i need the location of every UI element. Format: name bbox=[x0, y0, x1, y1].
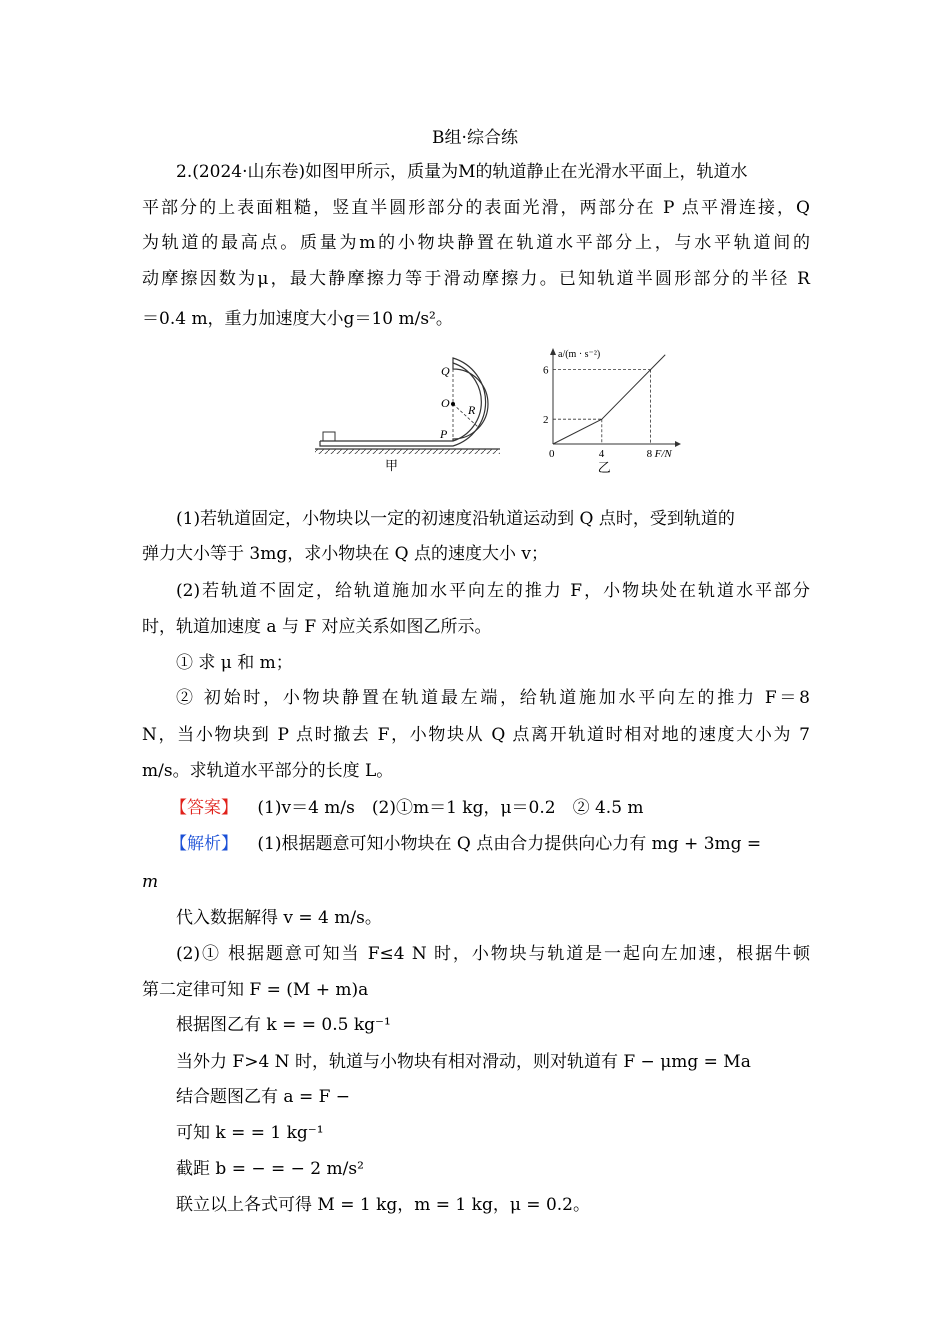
question-2-line-e: N，当小物块到 P 点时撤去 F，小物块从 Q 点离开轨道时相对地的速度大小为 7 bbox=[142, 725, 810, 745]
solution-line-7: 结合题图乙有 a = F − bbox=[176, 1087, 351, 1107]
figure-yi-caption: 乙 bbox=[597, 460, 611, 475]
problem-line-2: 平部分的上表面粗糙，竖直半圆形部分的表面光滑，两部分在 P 点平滑连接，Q bbox=[142, 198, 810, 218]
question-2-line-f: m/s。求轨道水平部分的长度 L。 bbox=[142, 761, 394, 781]
label-P: P bbox=[440, 427, 448, 441]
solution-line-2: 代入数据解得 v = 4 m/s。 bbox=[176, 908, 382, 928]
y-axis-label: a/(m · s⁻²) bbox=[558, 349, 601, 360]
figure-jia bbox=[310, 355, 515, 475]
center-point-O bbox=[451, 402, 455, 406]
question-2-line-c: ① 求 μ 和 m； bbox=[176, 653, 293, 673]
solution-line-1: m bbox=[142, 872, 159, 892]
y-axis-arrow bbox=[550, 348, 556, 355]
answer-text: (1)v＝4 m/s (2)①m＝1 kg，μ＝0.2 ② 4.5 m bbox=[257, 798, 644, 818]
x-axis-label: F/N bbox=[654, 448, 672, 460]
figure-jia-caption: 甲 bbox=[385, 458, 399, 473]
solution-label: 【解析】 bbox=[170, 834, 238, 854]
xtick-4: 4 bbox=[598, 448, 605, 460]
track bbox=[320, 363, 488, 441]
solution-line-4: 第二定律可知 F = (M + m)a bbox=[142, 980, 369, 1000]
solution-text: (1)根据题意可知小物块在 Q 点由合力提供向心力有 mg + 3mg = bbox=[257, 834, 762, 854]
ytick-6: 6 bbox=[543, 364, 549, 377]
solution-line-6: 当外力 F>4 N 时，轨道与小物块有相对滑动，则对轨道有 F − μmg = Ma bbox=[176, 1052, 751, 1072]
question-1-line-b: 弹力大小等于 3mg，求小物块在 Q 点的速度大小 v； bbox=[142, 544, 548, 564]
question-2-line-a: (2)若轨道不固定，给轨道施加水平向左的推力 F，小物块处在轨道水平部分 bbox=[176, 581, 810, 601]
solution-line-9: 截距 b = − = − 2 m/s² bbox=[176, 1159, 364, 1179]
ground-hatch bbox=[315, 449, 500, 454]
xtick-0: 0 bbox=[549, 448, 555, 460]
label-R: R bbox=[468, 403, 476, 417]
solution-line bbox=[170, 832, 810, 856]
answer-line bbox=[170, 796, 804, 820]
x-axis-arrow bbox=[675, 441, 681, 447]
solution-line-8: 可知 k = = 1 kg⁻¹ bbox=[176, 1123, 324, 1143]
question-1-line-a: (1)若轨道固定，小物块以一定的初速度沿轨道运动到 Q 点时，受到轨道的 bbox=[176, 509, 735, 529]
problem-line-1: 2.(2024·山东卷)如图甲所示，质量为M的轨道静止在光滑水平面上，轨道水 bbox=[176, 162, 748, 182]
series-line bbox=[553, 355, 665, 444]
label-O: O bbox=[441, 396, 450, 410]
problem-line-5: ＝0.4 m，重力加速度大小g＝10 m/s²。 bbox=[142, 309, 453, 329]
question-2-line-b: 时，轨道加速度 a 与 F 对应关系如图乙所示。 bbox=[142, 617, 492, 637]
problem-line-4: 动摩擦因数为μ，最大静摩擦力等于滑动摩擦力。已知轨道半圆形部分的半径 R bbox=[142, 269, 810, 289]
ytick-2: 2 bbox=[543, 414, 549, 427]
section-title: B组·综合练 bbox=[432, 128, 518, 148]
solution-line-10: 联立以上各式可得 M = 1 kg，m = 1 kg，μ = 0.2。 bbox=[176, 1195, 590, 1215]
small-block bbox=[323, 432, 335, 441]
question-2-line-d: ② 初始时，小物块静置在轨道最左端，给轨道施加水平向左的推力 F＝8 bbox=[176, 688, 810, 708]
solution-line-3: (2)① 根据题意可知当 F≤4 N 时，小物块与轨道是一起向左加速，根据牛顿 bbox=[176, 944, 810, 964]
solution-line-5: 根据图乙有 k = = 0.5 kg⁻¹ bbox=[176, 1015, 391, 1035]
xtick-8: 8 bbox=[646, 448, 653, 460]
figure-yi-chart bbox=[535, 345, 685, 475]
problem-line-3: 为轨道的最高点。质量为m的小物块静置在轨道水平部分上，与水平轨道间的 bbox=[142, 233, 810, 253]
label-Q: Q bbox=[441, 364, 450, 378]
answer-label: 【答案】 bbox=[170, 798, 238, 818]
